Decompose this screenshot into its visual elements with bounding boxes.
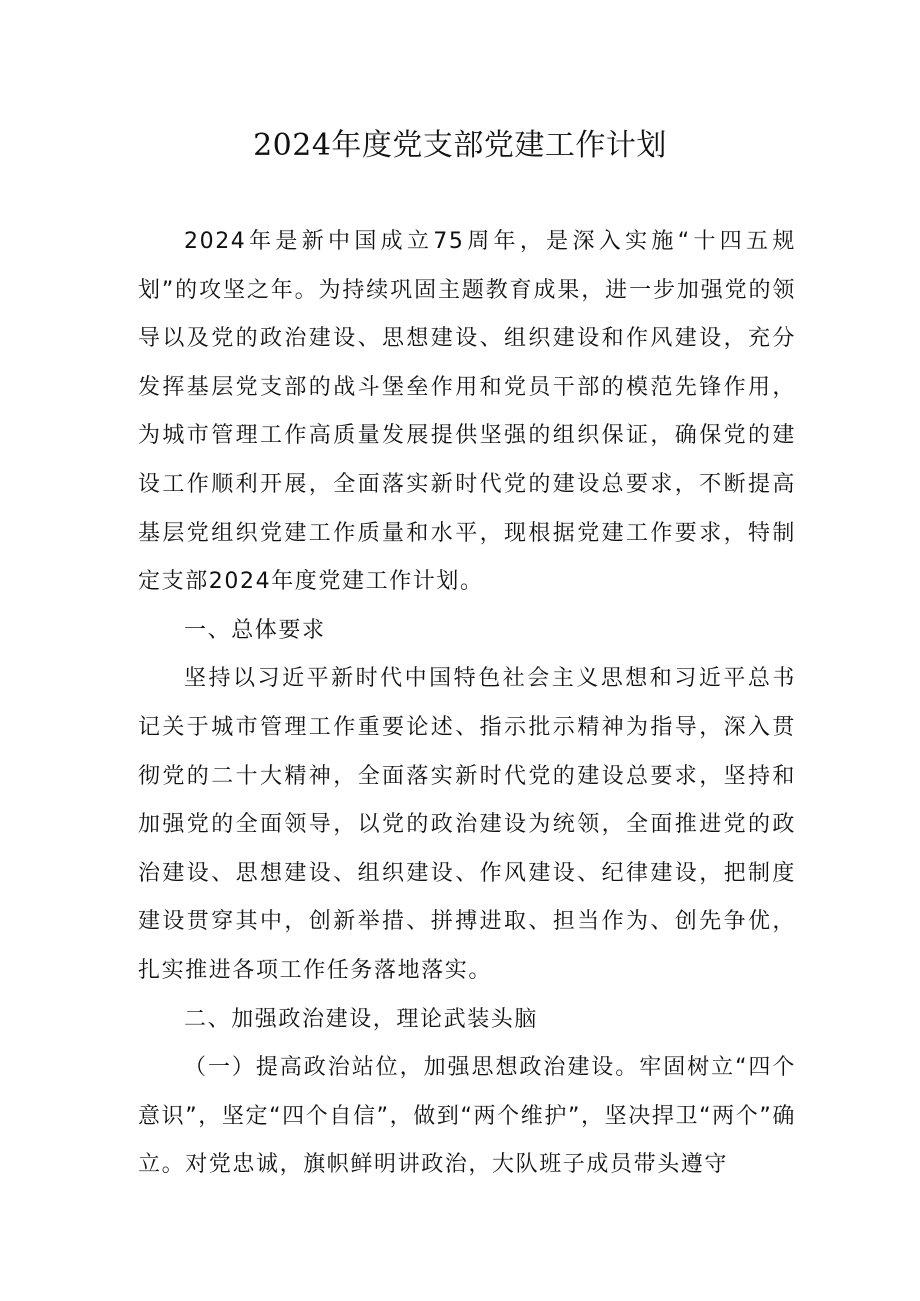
intro-paragraph: 2024年是新中国成立75周年，是深入实施“十四五规划”的攻坚之年。为持续巩固主题教育成果，进一步加强党的领导以及党的政治建设、思想建设、组织建设和作风建设，充分发挥基层党支部的战斗堡垒作用和党员干部的模范先锋作用，为城市管理工作高质量发展提供坚强的组织保证，确保党的建设工作顺利开展，全面落实新时代党的建设总要求，不断提高基层党组织党建工作质量和水平，现根据党建工作要求，特制定支部2024年度党建工作计划。: [138, 229, 796, 595]
general-requirements-paragraph: 坚持以习近平新时代中国特色社会主义思想和习近平总书记关于城市管理工作重要论述、指示批示精神为指导，深入贯彻党的二十大精神，全面落实新时代党的建设总要求，坚持和加强党的全面领导，以党的政治建设为统领，全面推进党的政治建设、思想建设、组织建设、作风建设、纪律建设，把制度建设贯穿其中，创新举措、拼搏进取、担当作为、创先争优，扎实推进各项工作任务落地落实。: [138, 666, 796, 983]
section-heading-political-construction: 二、加强政治建设，理论武装头脑: [184, 1006, 539, 1032]
section-heading-general-requirements: 一、总体要求: [184, 617, 326, 643]
subsection-body-political-stance: 牢固树立“四个意识”，坚定“四个自信”，做到“两个维护”，坚决捍卫“两个”确立。对党忠诚，旗帜鲜明讲政治，大队班子成员带头遵守: [138, 1055, 796, 1178]
document-body: [138, 218, 796, 1190]
subsection-heading-political-stance: （一）提高政治站位，加强思想政治建设。: [184, 1055, 640, 1081]
document-title: 2024年度党支部党建工作计划: [253, 128, 667, 163]
political-construction-paragraph: [138, 1044, 796, 1190]
